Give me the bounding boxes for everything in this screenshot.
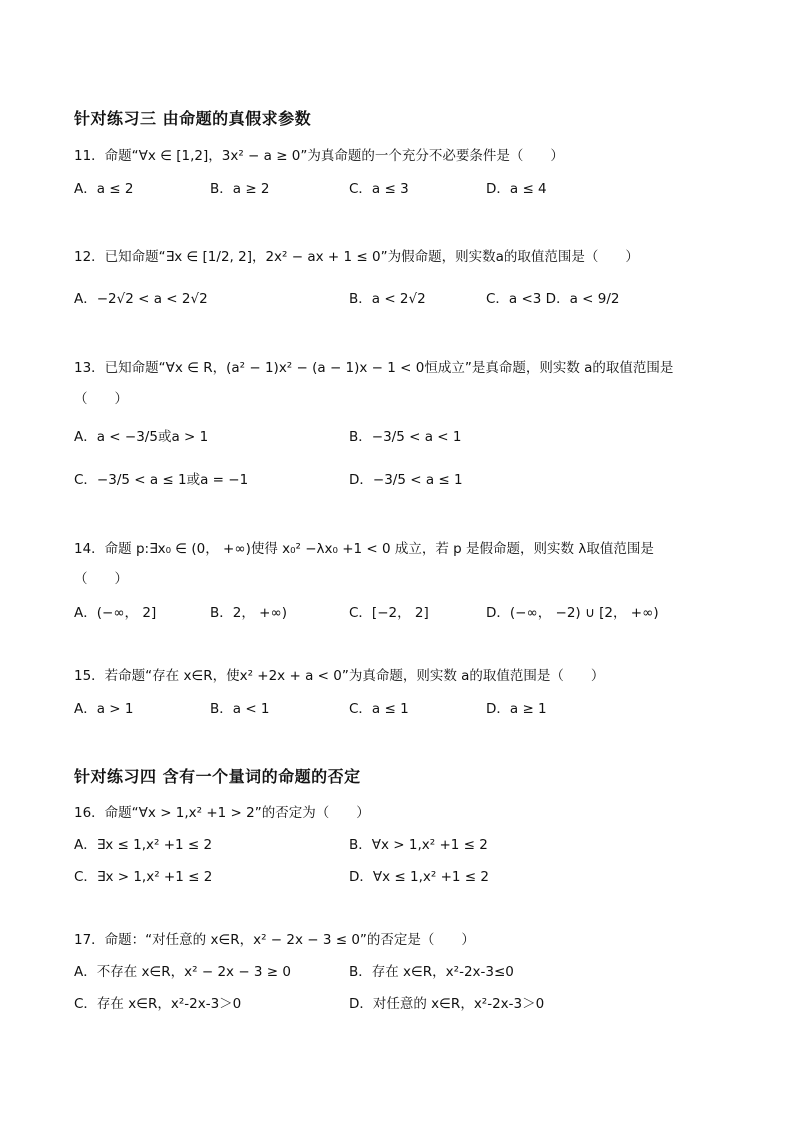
q16-option-d: D．∀x ≤ 1,x² +1 ≤ 2	[349, 869, 489, 885]
question-14-stem: 14．命题 p:∃x₀ ∈ (0， +∞)使得 x₀² −λx₀ +1 < 0 成立，若 p 是假命题，则实数 λ取值范围是	[74, 541, 654, 557]
question-12-stem: 12．已知命题“∃x ∈ [1/2, 2]，2x² − ax + 1 ≤ 0”为假命题，则实数a的取值范围是（ ）	[74, 249, 639, 265]
q11-option-a: A．a ≤ 2	[74, 181, 134, 197]
q15-option-c: C．a ≤ 1	[349, 701, 409, 717]
q15-option-b: B．a < 1	[210, 701, 270, 717]
question-13-blank: （ ）	[74, 391, 128, 407]
q14-option-b: B．2， +∞)	[210, 605, 287, 621]
question-17-stem: 17．命题：“对任意的 x∈R，x² − 2x − 3 ≤ 0”的否定是（ ）	[74, 932, 475, 948]
q14-option-c: C．[−2， 2]	[349, 605, 429, 621]
q17-option-b: B．存在 x∈R，x²-2x-3≤0	[349, 964, 514, 980]
q15-option-d: D．a ≥ 1	[486, 701, 547, 717]
q13-option-a: A．a < −3/5或a > 1	[74, 429, 209, 445]
question-11-stem: 11．命题“∀x ∈ [1,2]，3x² − a ≥ 0”为真命题的一个充分不必要条件是（ ）	[74, 148, 564, 164]
q17-option-d: D．对任意的 x∈R，x²-2x-3＞0	[349, 996, 545, 1012]
q13-option-c: C．−3/5 < a ≤ 1或a = −1	[74, 472, 249, 488]
q16-option-c: C．∃x > 1,x² +1 ≤ 2	[74, 869, 213, 885]
question-14-blank: （ ）	[74, 571, 128, 587]
q12-option-a: A．−2√2 < a < 2√2	[74, 291, 208, 307]
q14-option-a: A．(−∞， 2]	[74, 605, 157, 621]
section-heading-3: 针对练习三 由命题的真假求参数	[74, 109, 312, 128]
q16-option-a: A．∃x ≤ 1,x² +1 ≤ 2	[74, 837, 213, 853]
q17-option-c: C．存在 x∈R，x²-2x-3＞0	[74, 996, 242, 1012]
q12-option-cd: C．a <3 D．a < 9/2	[486, 291, 620, 307]
section-heading-4: 针对练习四 含有一个量词的命题的否定	[74, 767, 361, 786]
question-13-stem: 13．已知命题“∀x ∈ R，(a² − 1)x² − (a − 1)x − 1 < 0恒成立”是真命题，则实数 a的取值范围是	[74, 360, 674, 376]
q17-option-a: A．不存在 x∈R，x² − 2x − 3 ≥ 0	[74, 964, 291, 980]
question-15-stem: 15．若命题“存在 x∈R，使x² +2x + a < 0”为真命题，则实数 a的取值范围是（ ）	[74, 668, 605, 684]
q14-option-d: D．(−∞， −2) ∪ [2， +∞)	[486, 605, 659, 621]
q15-option-a: A．a > 1	[74, 701, 134, 717]
q13-option-d: D．−3/5 < a ≤ 1	[349, 472, 463, 488]
q11-option-b: B．a ≥ 2	[210, 181, 270, 197]
q16-option-b: B．∀x > 1,x² +1 ≤ 2	[349, 837, 488, 853]
q11-option-d: D．a ≤ 4	[486, 181, 547, 197]
q11-option-c: C．a ≤ 3	[349, 181, 409, 197]
q13-option-b: B．−3/5 < a < 1	[349, 429, 462, 445]
q12-option-b: B．a < 2√2	[349, 291, 426, 307]
question-16-stem: 16．命题“∀x > 1,x² +1 > 2”的否定为（ ）	[74, 805, 370, 821]
